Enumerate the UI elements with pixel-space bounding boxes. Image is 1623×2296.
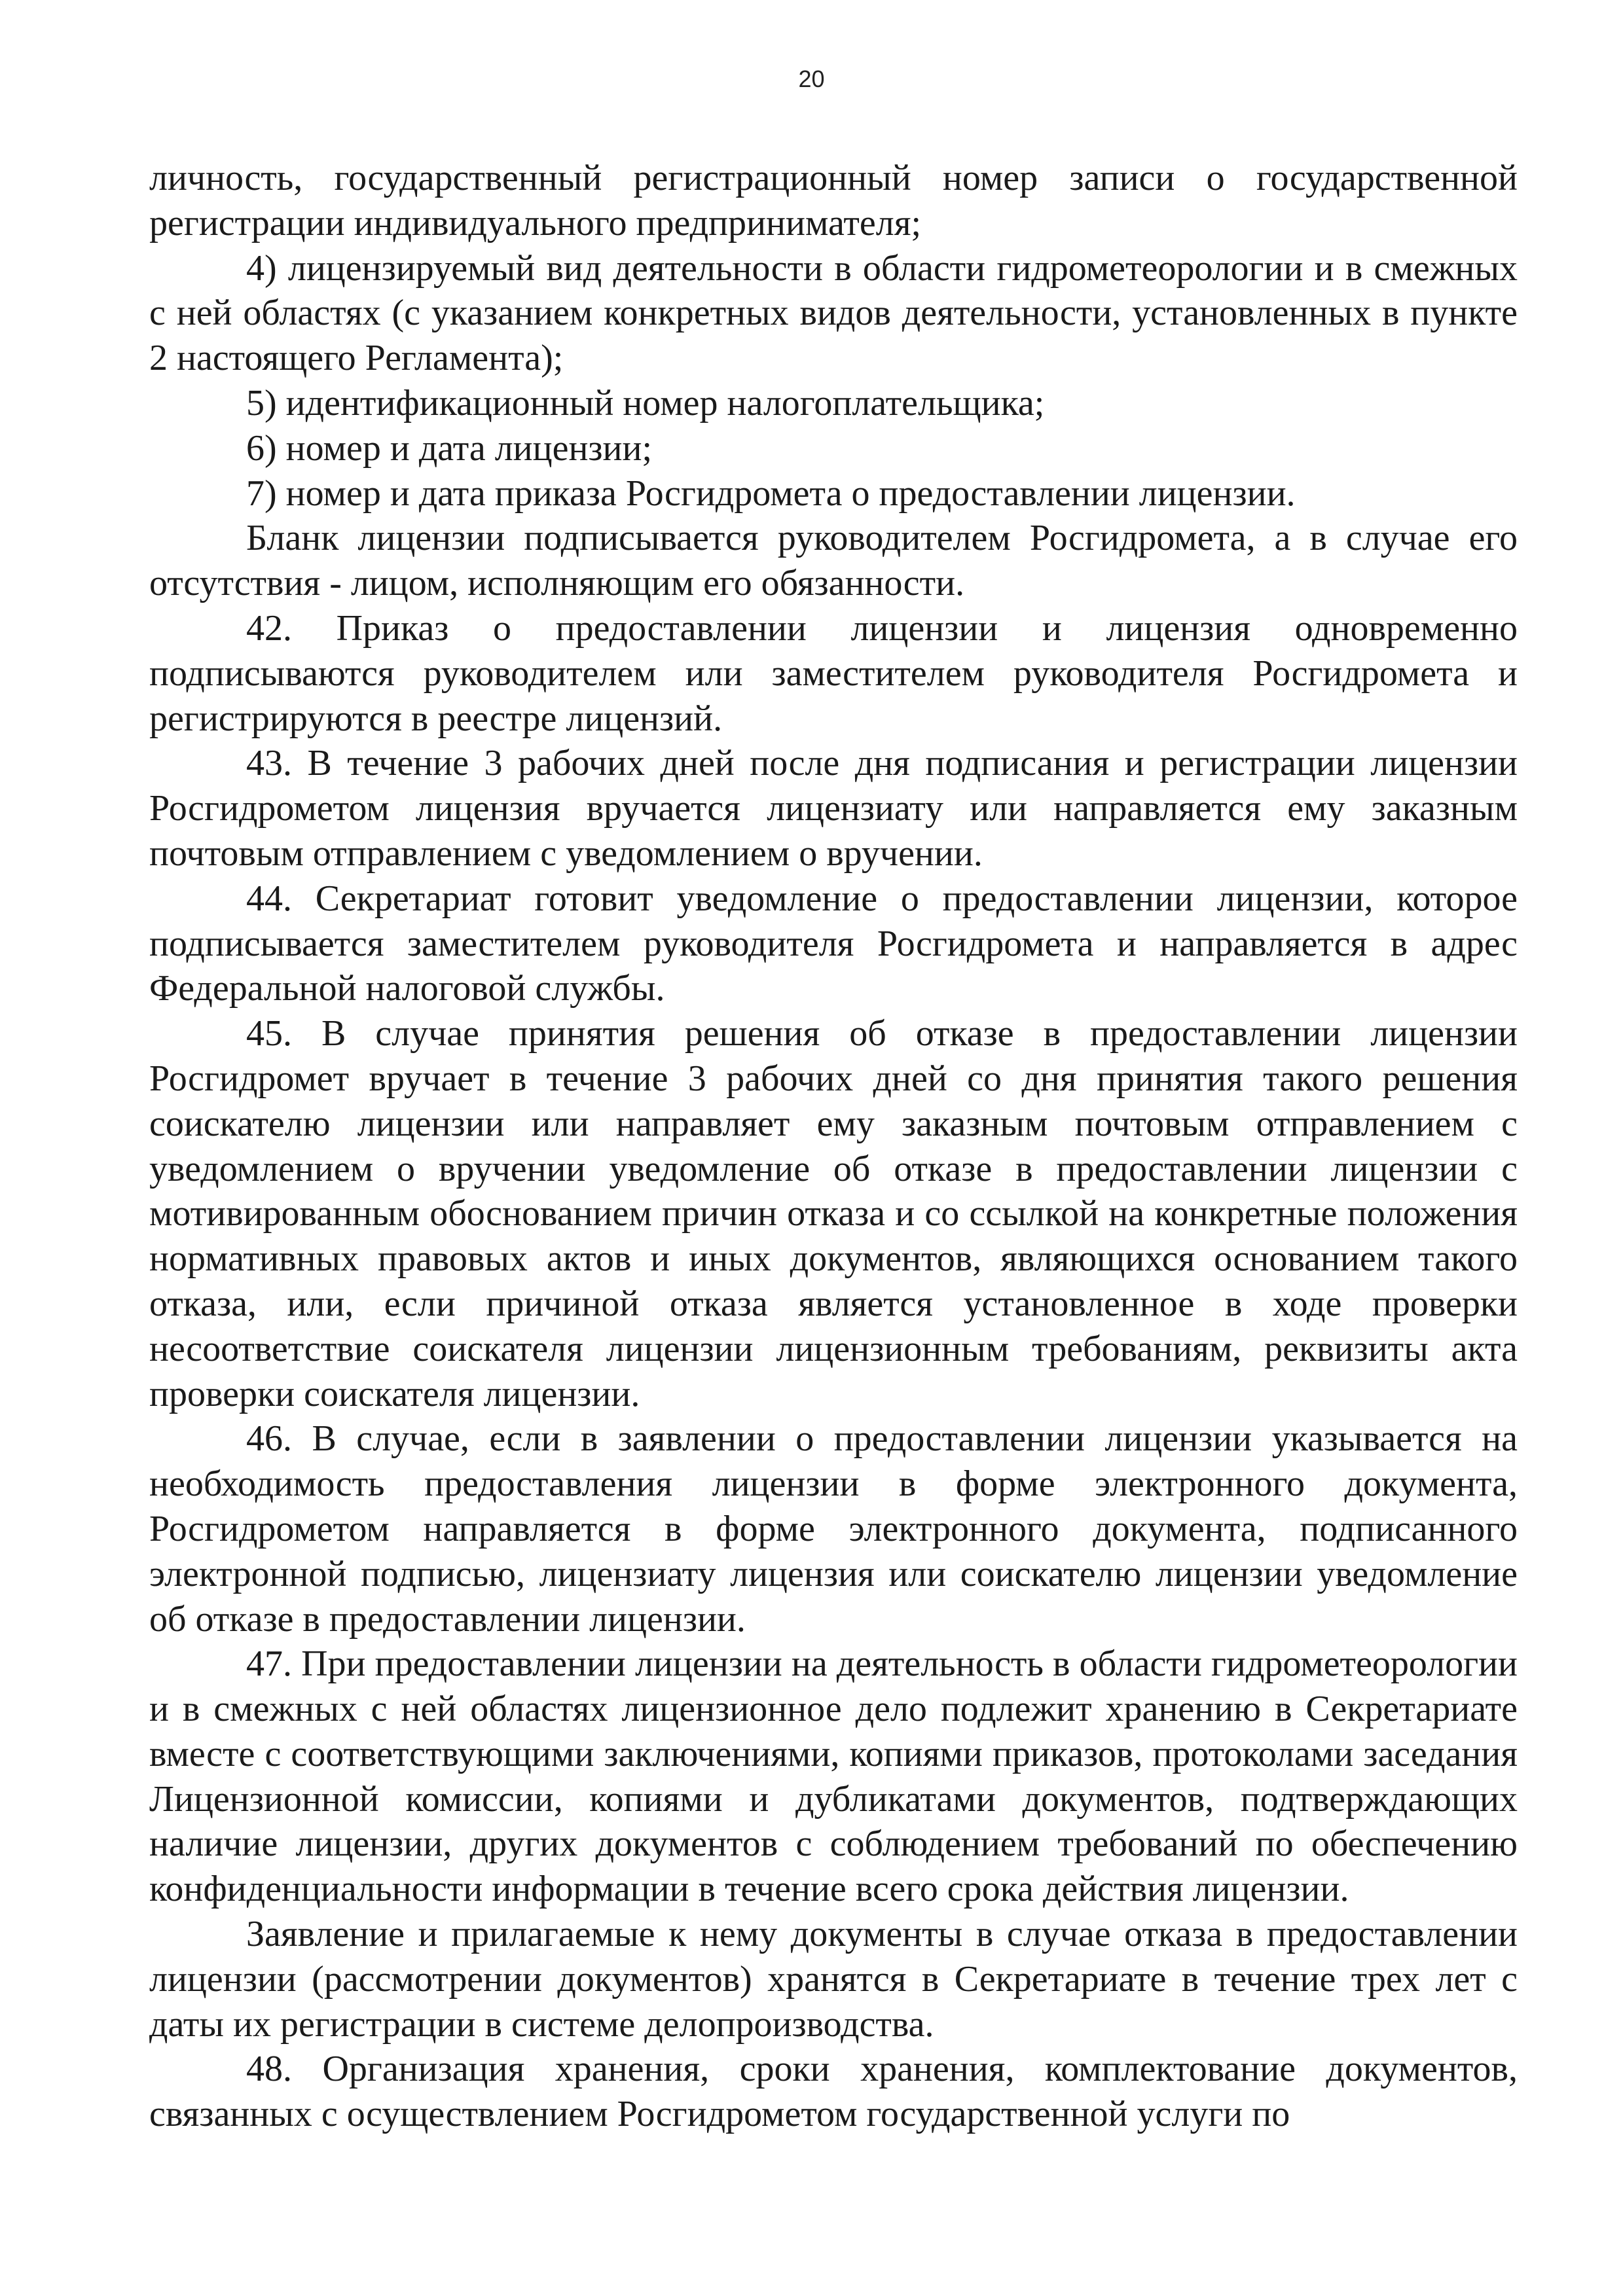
- clause-42: 42. Приказ о предоставлении лицензии и лицензия одновременно подписываются руководителем или заместителем руководителя Росгидромета и регистрируются в реестре лицензий.: [149, 607, 1518, 739]
- list-item: 7) номер и дата приказа Росгидромета о предоставлении лицензии.: [246, 473, 1296, 514]
- clause-48: 48. Организация хранения, сроки хранения, комплектование документов, связанных с осуществлением Росгидрометом государственной услуги по: [149, 2049, 1518, 2135]
- clause-43: 43. В течение 3 рабочих дней после дня подписания и регистрации лицензии Росгидрометом лицензия вручается лицензиату или направляется ему заказным почтовым отправлением с уведомлением о вручении.: [149, 743, 1518, 874]
- list-item: 6) номер и дата лицензии;: [246, 427, 653, 469]
- page-number: 20: [798, 65, 825, 92]
- paragraph: Бланк лицензии подписывается руководителем Росгидромета, а в случае его отсутствия - лицом, исполняющим его обязанности.: [149, 518, 1518, 604]
- paragraph: личность, государственный регистрационный номер записи о государственной регистрации индивидуального предпринимателя;: [149, 158, 1518, 243]
- paragraph: Заявление и прилагаемые к нему документы в случае отказа в предоставлении лицензии (рассмотрении документов) хранятся в Секретариате в течение трех лет с даты их регистрации в системе делопроизводства.: [149, 1914, 1518, 2045]
- list-item: 4) лицензируемый вид деятельности в области гидрометеорологии и в смежных с ней областях (с указанием конкретных видов деятельности, установленных в пункте 2 настоящего Регламента);: [149, 247, 1518, 379]
- clause-44: 44. Секретариат готовит уведомление о предоставлении лицензии, которое подписывается заместителем руководителя Росгидромета и направляется в адрес Федеральной налоговой службы.: [149, 878, 1518, 1009]
- clause-47: 47. При предоставлении лицензии на деятельность в области гидрометеорологии и в смежных с ней областях лицензионное дело подлежит хранению в Секретариате вместе с соответствующими заключениями, копиями приказов, протоколами заседания Лицензионной комиссии, копиями и дубликатами документов, подтверждающих наличие лицензии, других документов с соблюдением требований по обеспечению конфиденциальности информации в течение всего срока действия лицензии.: [149, 1643, 1518, 1910]
- list-item: 5) идентификационный номер налогоплательщика;: [246, 382, 1045, 423]
- document-body: [149, 156, 1518, 2137]
- clause-45: 45. В случае принятия решения об отказе в предоставлении лицензии Росгидромет вручает в течение 3 рабочих дней со дня принятия такого решения соискателю лицензии или направляет ему заказным почтовым отправлением с уведомлением о вручении уведомление об отказе в предоставлении лицензии с мотивированным обоснованием причин отказа и со ссылкой на конкретные положения нормативных правовых актов и иных документов, являющихся основанием такого отказа, или, если причиной отказа является установленное в ходе проверки несоответствие соискателя лицензии лицензионным требованиям, реквизиты акта проверки соискателя лицензии.: [149, 1013, 1518, 1414]
- clause-46: 46. В случае, если в заявлении о предоставлении лицензии указывается на необходимость предоставления лицензии в форме электронного документа, Росгидрометом направляется в форме электронного документа, подписанного электронной подписью, лицензиату лицензия или соискателю лицензии уведомление об отказе в предоставлении лицензии.: [149, 1418, 1518, 1640]
